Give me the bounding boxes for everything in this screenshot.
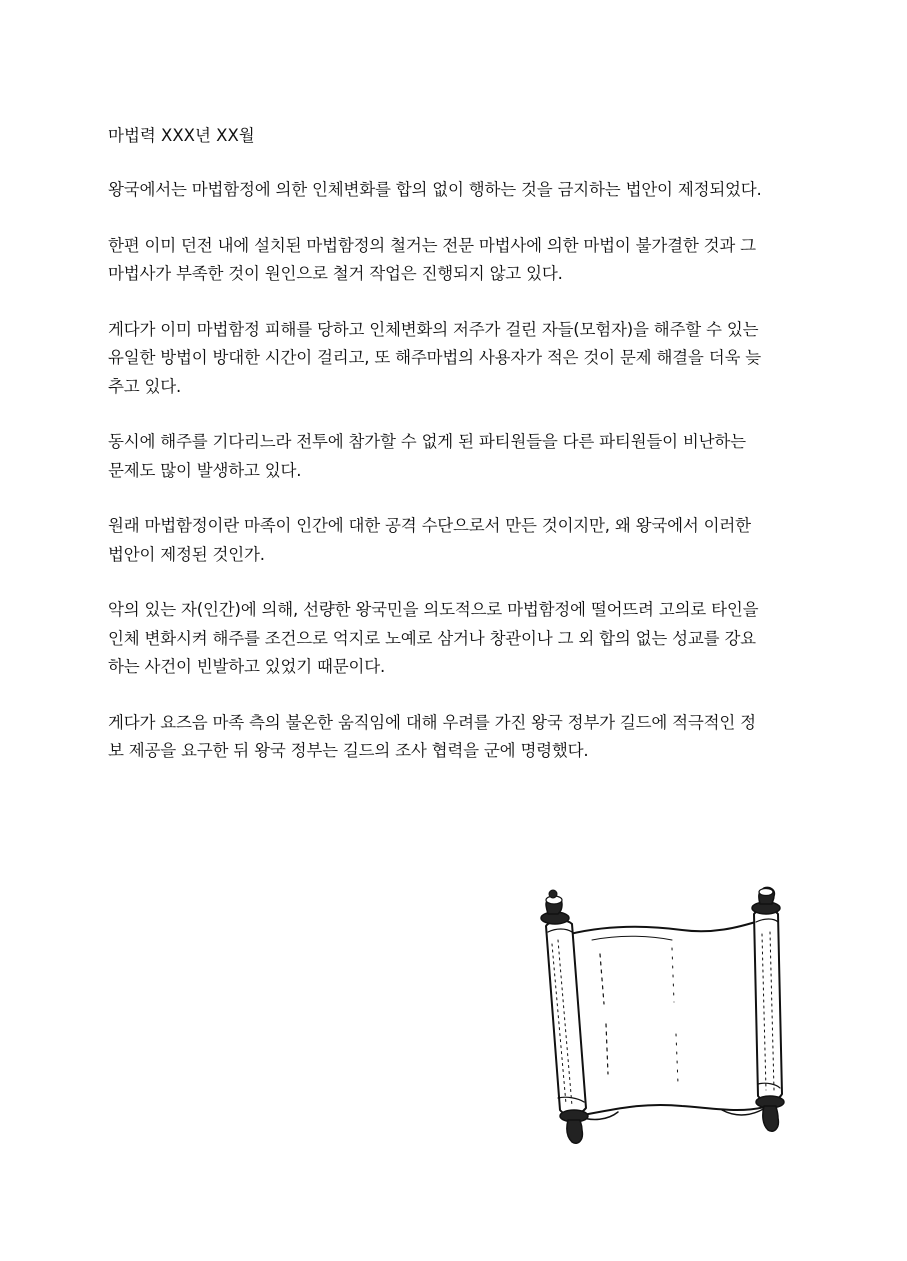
paragraph-2: 한편 이미 던전 내에 설치된 마법함정의 철거는 전문 마법사에 의한 마법이 불가결한 것과 그 마법사가 부족한 것이 원인으로 철거 작업은 진행되지 않고 있다. [108,235,756,283]
paragraph-6: 악의 있는 자(인간)에 의해, 선량한 왕국민을 의도적으로 마법함정에 떨어뜨려 고의로 타인을 인체 변화시켜 해주를 조건으로 억지로 노예로 삼거나 창관이나 그 외 합의 없는 성교를 강요 하는 사건이 빈발하고 있었기 때문이다. [108,600,759,676]
paragraph-1: 왕국에서는 마법함정에 의한 인체변화를 합의 없이 행하는 것을 금지하는 법안이 제정되었다. [108,180,762,199]
document-body [108,122,808,793]
paragraph-4: 동시에 해주를 기다리느라 전투에 참가할 수 없게 된 파티원들을 다른 파티원들이 비난하는 문제도 많이 발생하고 있다. [108,432,746,480]
paragraph-3: 게다가 이미 마법함정 피해를 당하고 인체변화의 저주가 걸린 자들(모험자)을 해주할 수 있는 유일한 방법이 방대한 시간이 걸리고, 또 해주마법의 사용자가 적은 것이 문제 해결을 더욱 늦 추고 있다. [108,319,761,396]
paragraph-5: 원래 마법함정이란 마족이 인간에 대한 공격 수단으로서 만든 것이지만, 왜 왕국에서 이러한 법안이 제정된 것인가. [108,516,751,564]
parchment-scroll-icon [522,884,794,1148]
date-line: 마법력 XXX년 XX월 [108,126,255,145]
paragraph-7: 게다가 요즈음 마족 측의 불온한 움직임에 대해 우려를 가진 왕국 정부가 길드에 적극적인 정 보 제공을 요구한 뒤 왕국 정부는 길드의 조사 협력을 군에 명령했다. [108,712,756,760]
